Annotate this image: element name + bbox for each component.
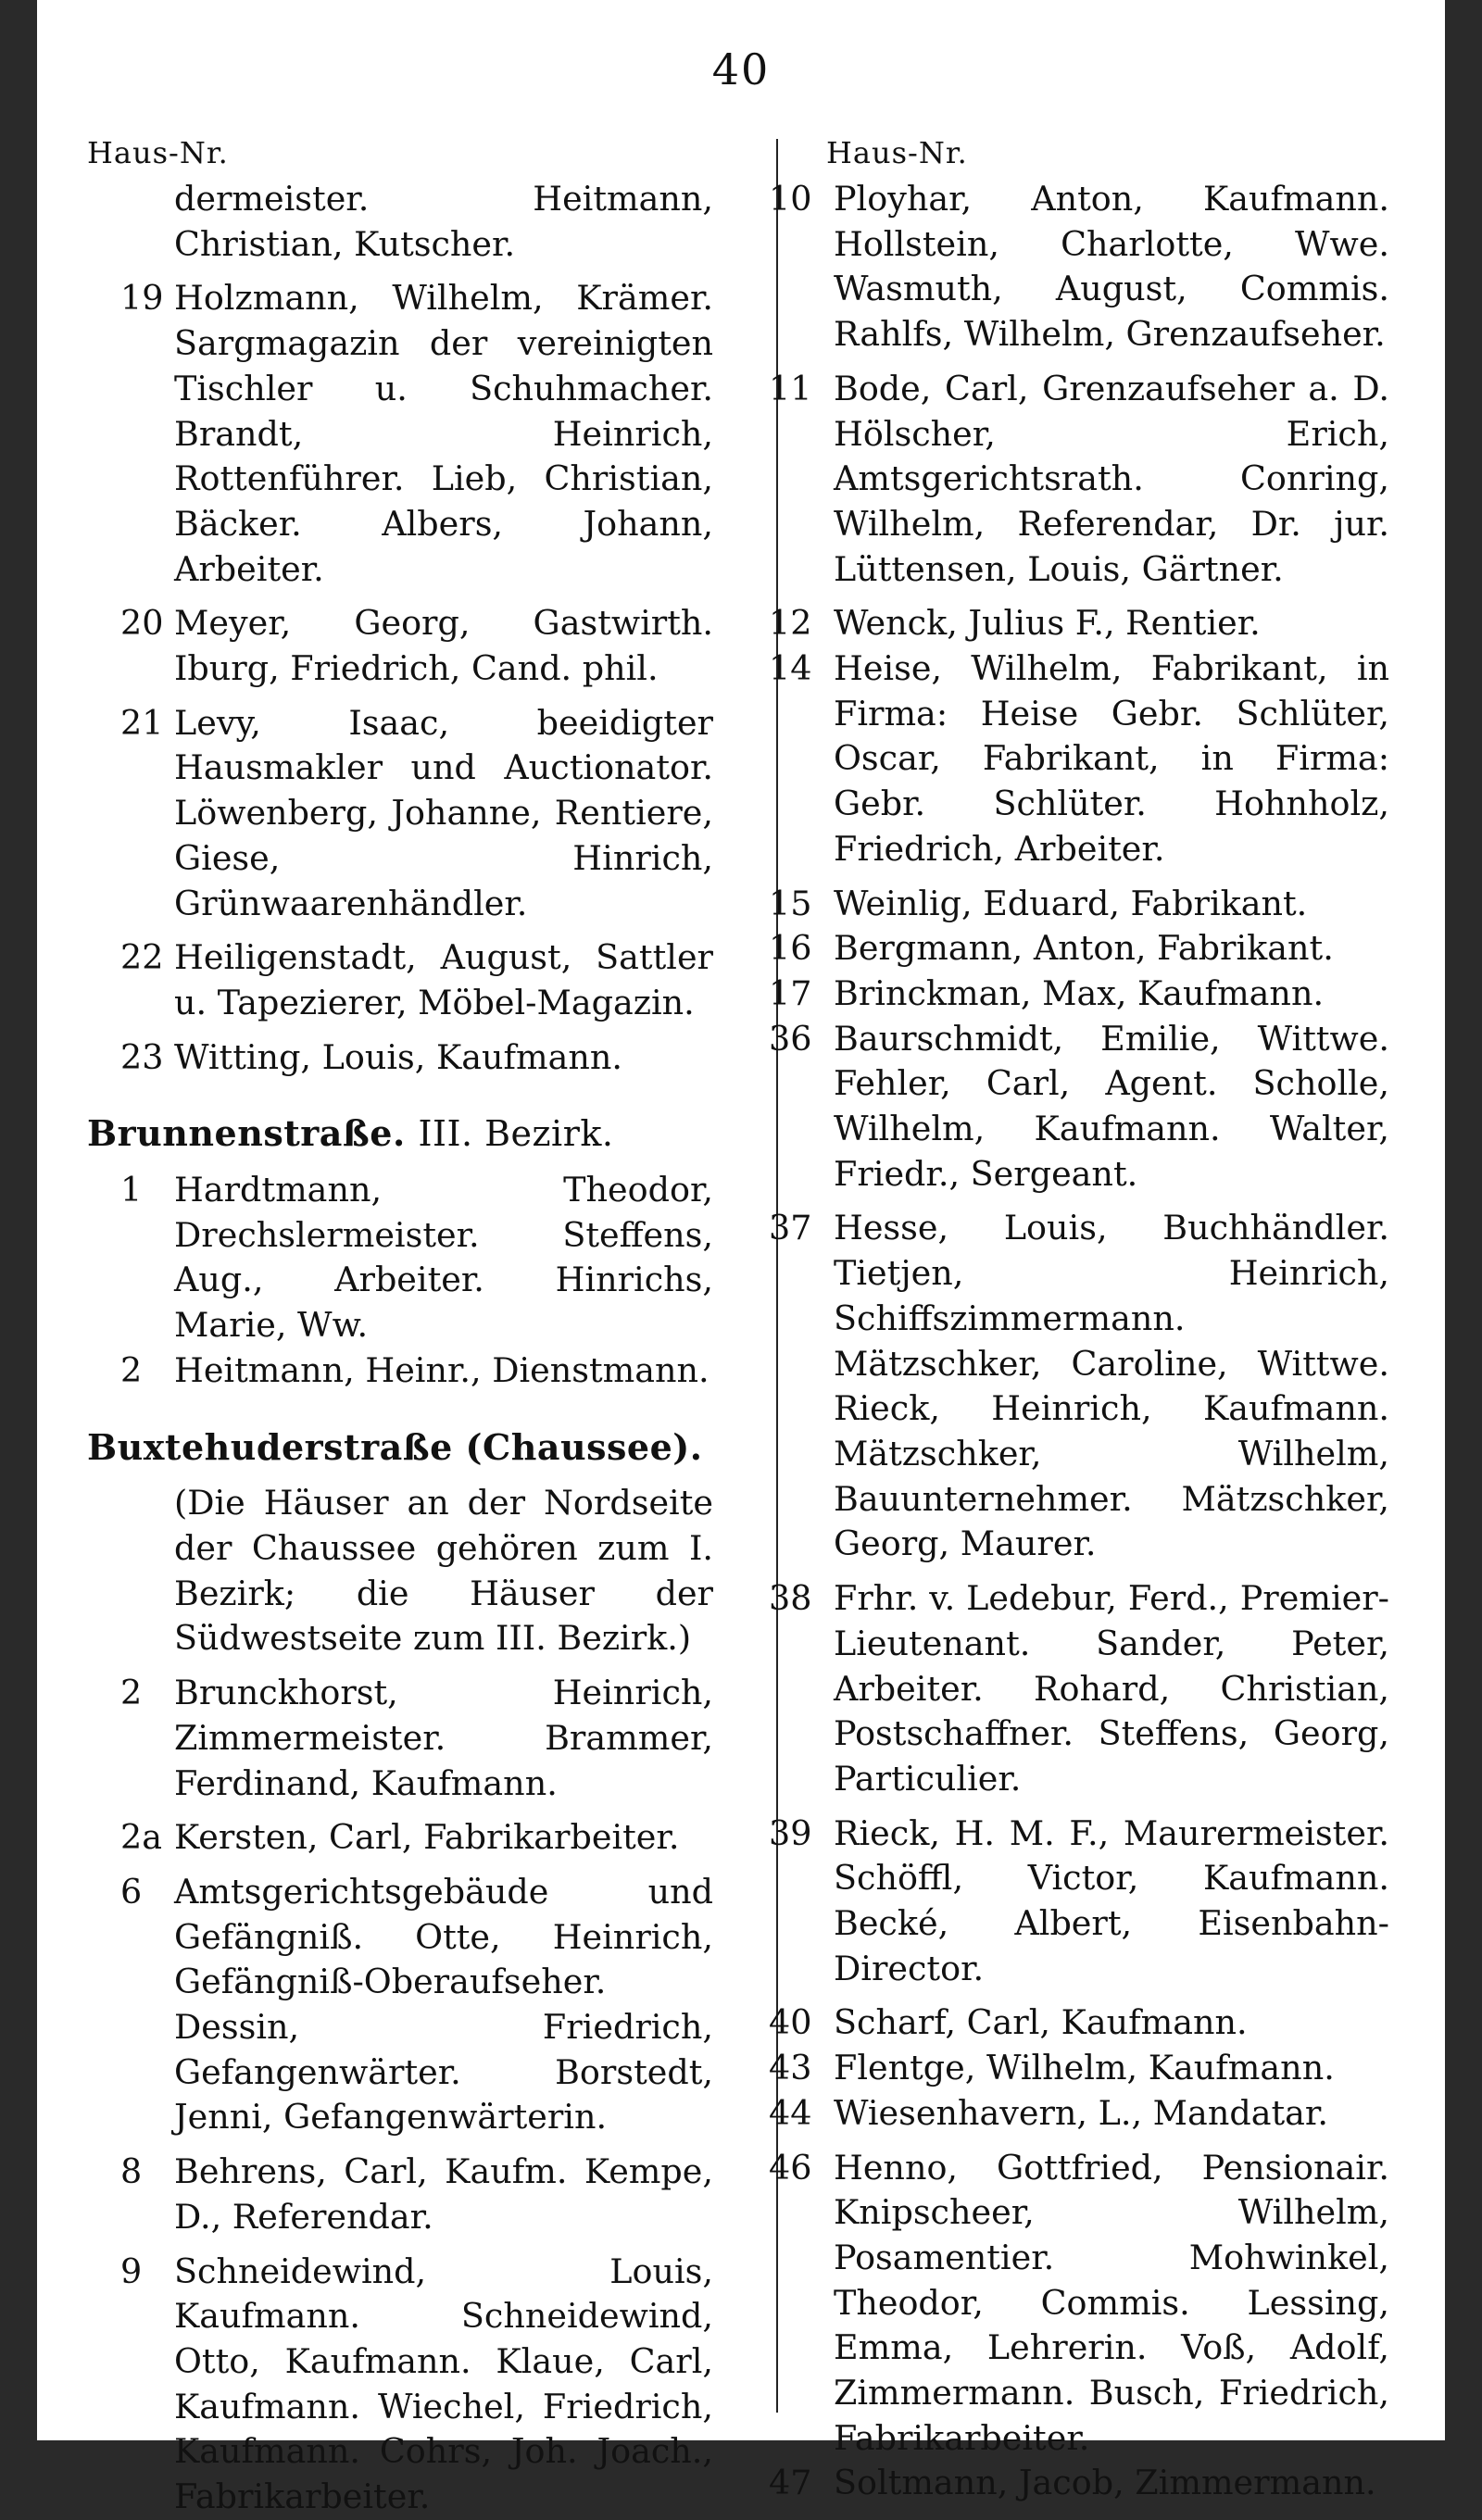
house-number: 20 [120,603,164,644]
entry-text: Wenck, Julius F., Rentier. [834,603,1261,644]
house-number: 38 [769,1578,812,1619]
house-number: 47 [769,2463,812,2503]
list-item [769,2000,1389,2046]
entry-text: Hardtmann, Theodor, Drechslermeister. Steffens, Aug., Arbeiter. Hinrichs, Marie, Ww. [174,1170,713,1346]
house-number: 44 [769,2092,812,2133]
house-number: 22 [120,937,164,978]
house-number: 2a [120,1817,162,1858]
list-item [120,1035,713,1081]
entry-text: Rieck, H. M. F., Maurermeister. Schöffl, Victor, Kaufmann. Becké, Albert, Eisenbahn-Director. [834,1812,1389,1988]
house-number: 17 [769,972,812,1013]
house-number: 23 [120,1036,164,1077]
house-number: 15 [769,883,812,923]
entry-text: Holzmann, Wilhelm, Krämer. Sargmagazin der vereinigten Tischler u. Schuhmacher. Brandt, Heinrich, Rottenführer. Lieb, Christian, Bäcker. Albers, Johann, Arbeiter. [174,278,713,589]
entry-text: Frhr. v. Ledebur, Ferd., Premier-Lieutenant. Sander, Peter, Arbeiter. Rohard, Christian, Postschaffner. Steffens, Georg, Particulier. [834,1578,1389,1799]
street-name: Brunnenstraße. [87,1112,406,1155]
entry-text: Baurschmidt, Emilie, Wittwe. Fehler, Carl, Agent. Scholle, Wilhelm, Kaufmann. Walter, Friedr., Sergeant. [834,1018,1389,1194]
house-number: 10 [769,179,812,219]
district-label: III. Bezirk. [418,1113,614,1155]
entry-text: Wiesenhavern, L., Mandatar. [834,2092,1328,2133]
list-item [769,882,1389,927]
house-number: 46 [769,2147,812,2188]
list-item [769,646,1389,872]
house-number: 9 [120,2250,143,2291]
house-number: 12 [769,603,812,644]
list-item [120,1870,713,2140]
list-item [120,2250,713,2520]
list-item [769,972,1389,1017]
street-name: Buxtehuderstraße (Chaussee). [87,1425,703,1468]
street-heading [87,1111,713,1157]
entry-text: Meyer, Georg, Gastwirth. Iburg, Friedrich, Cand. phil. [174,603,713,689]
street-heading [87,1425,713,1471]
list-item [769,1206,1389,1567]
list-item [120,701,713,927]
entry-text: Levy, Isaac, beeidigter Hausmakler und Auctionator. Löwenberg, Johanne, Rentiere, Giese, Hinrich, Grünwaarenhändler. [174,702,713,923]
entry-text: Witting, Louis, Kaufmann. [174,1036,622,1077]
list-item [769,177,1389,357]
entry-text: Heise, Wilhelm, Fabrikant, in Firma: Heise Gebr. Schlüter, Oscar, Fabrikant, in Firma: Gebr. Schlüter. Hohnholz, Friedrich, Arbeiter. [834,648,1389,869]
house-number-header: Haus-Nr. [826,135,968,170]
list-item [769,1812,1389,1992]
house-number: 6 [120,1871,143,1912]
house-number: 40 [769,2002,812,2043]
entry-text: Weinlig, Eduard, Fabrikant. [834,883,1308,923]
left-column [87,134,713,2520]
entry-text: Ployhar, Anton, Kaufmann. Hollstein, Charlotte, Wwe. Wasmuth, August, Commis. Rahlfs, Wilhelm, Grenzaufseher. [834,179,1389,355]
list-item [769,926,1389,972]
list-item [769,2146,1389,2462]
list-item [120,935,713,1025]
entry-text: Brinckman, Max, Kaufmann. [834,972,1325,1013]
house-number: 8 [120,2151,143,2192]
house-number: 19 [120,278,164,319]
house-number: 14 [769,648,812,689]
house-number: 2 [120,1673,143,1713]
house-number: 2 [120,1349,143,1390]
house-number: 11 [769,368,812,408]
list-item [120,276,713,592]
entry-text: Bergmann, Anton, Fabrikant. [834,928,1334,969]
house-number: 21 [120,702,164,743]
list-item [769,1576,1389,1802]
entry-text: Bode, Carl, Grenzaufseher a. D. Hölscher, Erich, Amtsgerichtsrath. Conring, Wilhelm, Referendar, Dr. jur. Lüttensen, Louis, Gärtner. [834,368,1389,589]
directory-page [37,0,1445,2517]
list-item [120,1168,713,1348]
list-item [120,177,713,267]
house-number: 1 [120,1170,143,1210]
entry-text: Hesse, Louis, Buchhändler. Tietjen, Heinrich, Schiffszimmermann. Mätzschker, Caroline, Wittwe. Rieck, Heinrich, Kaufmann. Mätzschker, Wilhelm, Bauunternehmer. Mätzschker, Georg, Maurer. [834,1208,1389,1564]
entry-text: Soltmann, Jacob, Zimmermann. [834,2463,1376,2503]
entry-text: Brunckhorst, Heinrich, Zimmermeister. Brammer, Ferdinand, Kaufmann. [174,1673,713,1803]
entry-text: Heiligenstadt, August, Sattler u. Tapezierer, Möbel-Magazin. [174,937,713,1022]
list-item [120,2150,713,2239]
list-item [120,601,713,691]
house-number: 16 [769,928,812,969]
house-number: 43 [769,2048,812,2088]
right-column [769,134,1389,2506]
list-item [769,1017,1389,1197]
list-item [769,2046,1389,2091]
entry-text: Flentge, Wilhelm, Kaufmann. [834,2048,1335,2088]
list-item [120,1671,713,1806]
house-number: 37 [769,1208,812,1248]
entry-text: Scharf, Carl, Kaufmann. [834,2002,1248,2043]
list-item [769,367,1389,593]
list-item [769,2461,1389,2506]
entry-text: Amtsgerichtsgebäude und Gefängniß. Otte, Heinrich, Gefängniß-Oberaufseher. Dessin, Friedrich, Gefangenwärter. Borstedt, Jenni, Gefangenwärterin. [174,1871,713,2138]
entry-text: Kersten, Carl, Fabrikarbeiter. [174,1817,680,1858]
house-number: 39 [769,1812,812,1853]
entry-text: Heitmann, Heinr., Dienstmann. [174,1349,710,1390]
list-item [769,2091,1389,2137]
page-number: 40 [711,44,771,94]
street-note: (Die Häuser an der Nordseite der Chaussee gehören zum I. Bezirk; die Häuser der Südwestseite zum III. Bezirk.) [174,1483,713,1659]
list-item [769,601,1389,646]
entry-text: dermeister. Heitmann, Christian, Kutscher. [174,179,713,264]
entry-text: Henno, Gottfried, Pensionair. Knipscheer, Wilhelm, Posamentier. Mohwinkel, Theodor, Commis. Lessing, Emma, Lehrerin. Voß, Adolf, Zimmermann. Busch, Friedrich, Fabrikarbeiter. [834,2147,1389,2458]
list-item [120,1348,713,1394]
house-number: 36 [769,1018,812,1059]
entry-text: Behrens, Carl, Kaufm. Kempe, D., Referendar. [174,2151,713,2237]
house-number-header: Haus-Nr. [87,135,229,170]
entry-text: Schneidewind, Louis, Kaufmann. Schneidewind, Otto, Kaufmann. Klaue, Carl, Kaufmann. Wiechel, Friedrich, Kaufmann. Cohrs, Joh. Joach., Fabrikarbeiter. [174,2250,713,2517]
list-item [120,1815,713,1861]
